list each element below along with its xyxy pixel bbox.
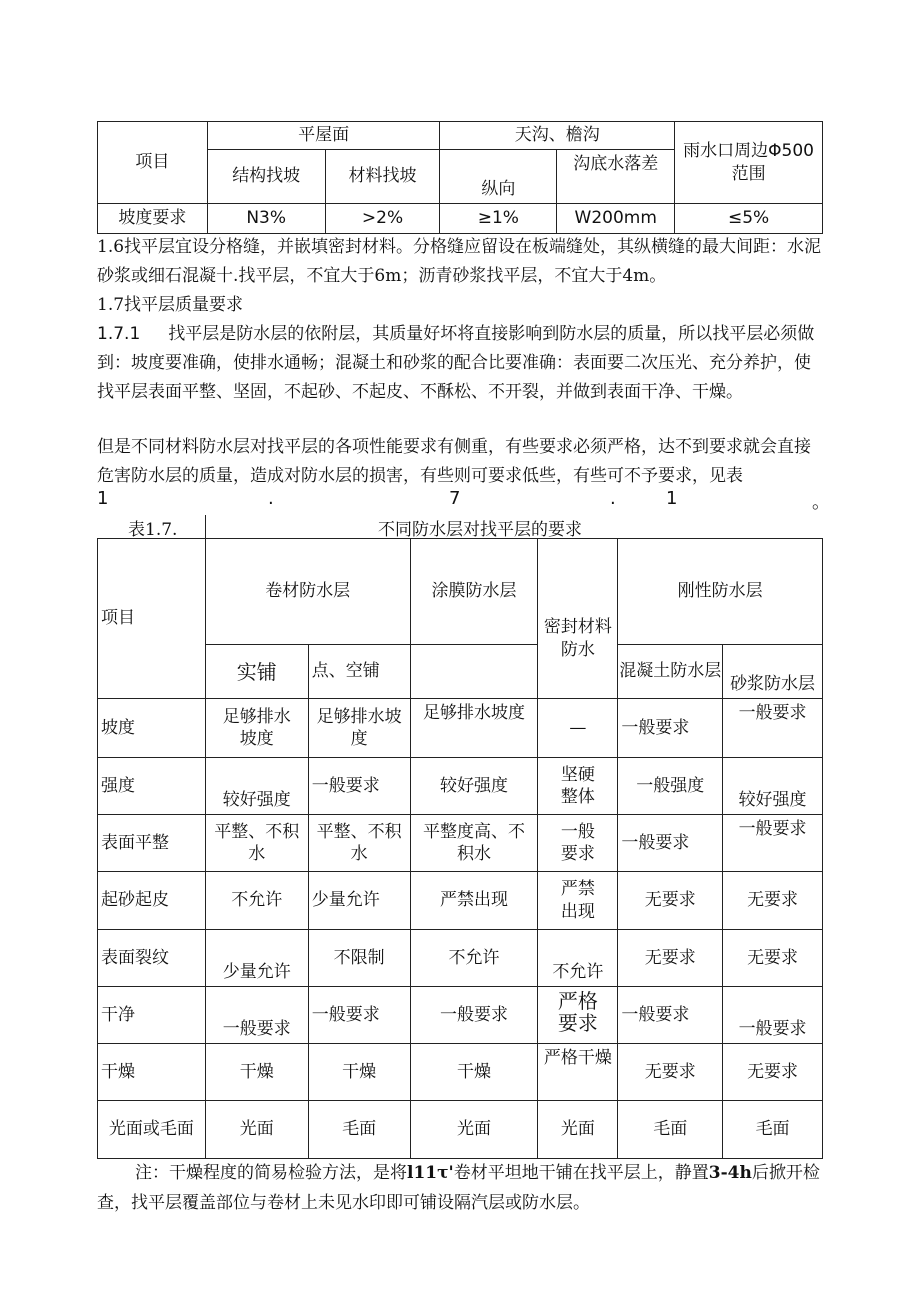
t2-cell: 光面 (410, 1101, 538, 1159)
t2-cell: 光面 (205, 1101, 308, 1159)
t1-drain-header: 雨水口周边Φ500范围 (675, 122, 823, 204)
t2-cell: 不允许 (410, 930, 538, 987)
requirements-table (97, 538, 823, 1159)
paragraph-text: 找平层是防水层的依附层，其质量好坏将直接影响到防水层的质量，所以找平层必须做到：坡度要准确，使排水通畅；混凝土和砂浆的配合比要准确：表面要二次压光、充分养护，使找平层表面平整、坚固，不起砂、不起皮、不酥松、不开裂，并做到表面干净、干燥。 (97, 324, 815, 402)
table-ref-part: 1 (666, 488, 678, 509)
t2-cell: 无要求 (618, 930, 723, 987)
t1-longitudinal: 纵向 (440, 150, 557, 204)
t2-row-label: 表面裂纹 (98, 930, 206, 987)
paragraph-2: 但是不同材料防水层对找平层的各项性能要求有侧重，有些要求必须严格，达不到要求就会直接危害防水层的质量，造成对防水层的损害，有些则可要求低些，有些可不予要求，见表 (97, 437, 811, 486)
t2-cell: 不限制 (308, 930, 410, 987)
t2-sub-mortar: 砂浆防水层 (723, 645, 823, 699)
t2-cell: 较好强度 (410, 758, 538, 815)
heading-1-7: 1.7找平层质量要求 (97, 295, 244, 315)
t2-cell: 足够排水坡度 (205, 699, 308, 758)
t2-cell: 干燥 (410, 1044, 538, 1101)
t2-cell: 不允许 (205, 872, 308, 930)
t2-cell: 一般要求 (618, 987, 723, 1044)
t2-sub-empty (410, 645, 538, 699)
t2-cell: 较好强度 (723, 758, 823, 815)
note-part: 3-4h (708, 1163, 752, 1183)
t1-value: ≤5% (675, 204, 823, 234)
t2-row-label: 干燥 (98, 1044, 206, 1101)
note-part: 卷材平坦地干铺在找平层上，静置 (453, 1163, 709, 1183)
t1-row-label: 坡度要求 (98, 204, 208, 234)
t2-cell: 毛面 (308, 1101, 410, 1159)
note-part: 后掀开检查，找平层覆盖部位与卷材上未见水印即可铺设隔汽层或防水层。 (97, 1163, 820, 1213)
t2-seal-header: 密封材料防水 (538, 539, 618, 699)
t2-cell: 一般要求 (410, 987, 538, 1044)
t2-cell: 较好强度 (205, 758, 308, 815)
t2-cell: 毛面 (618, 1101, 723, 1159)
t2-rigid-header: 刚性防水层 (618, 539, 823, 645)
t2-cell: 无要求 (723, 872, 823, 930)
t1-drop: 沟底水落差 (557, 150, 675, 204)
t2-cell: 坚硬整体 (538, 758, 618, 815)
t2-sub-point: 点、空铺 (308, 645, 410, 699)
t2-row-label: 光面或毛面 (98, 1101, 206, 1159)
table-ref-part: 1 (97, 488, 109, 509)
t2-cell: 无要求 (618, 1044, 723, 1101)
caption-divider (205, 515, 206, 539)
t2-item-header: 项目 (98, 539, 206, 699)
t2-cell: 一般要求 (308, 987, 410, 1044)
t2-cell: 严格要求 (538, 987, 618, 1044)
t2-cell: 光面 (538, 1101, 618, 1159)
t2-cell: 一般要求 (205, 987, 308, 1044)
note-part: 注：干燥程度的简易检验方法，是将 (135, 1163, 407, 1183)
t1-item-header: 项目 (98, 122, 208, 204)
t2-cell: 严禁出现 (538, 872, 618, 930)
t2-cell: 一般要求 (723, 815, 823, 872)
t2-coat-header: 涂膜防水层 (410, 539, 538, 645)
t2-cell: 一般要求 (723, 987, 823, 1044)
t1-value: >2% (325, 204, 440, 234)
t2-cell: 足够排水坡度 (410, 699, 538, 758)
t2-cell: — (538, 699, 618, 758)
table-caption-number: 表1.7. (128, 520, 178, 540)
t2-sub-concrete: 混凝土防水层 (618, 645, 723, 699)
t1-flat-roof-header: 平屋面 (207, 122, 440, 150)
t1-value: W200mm (557, 204, 675, 234)
t1-value: ≥1% (440, 204, 557, 234)
t2-row-label: 表面平整 (98, 815, 206, 872)
t2-roll-header: 卷材防水层 (205, 539, 410, 645)
paragraph-1-7-1 (97, 320, 827, 407)
t2-row-label: 强度 (98, 758, 206, 815)
t2-cell: 严格干燥 (538, 1044, 618, 1101)
t2-cell: 一般要求 (308, 758, 410, 815)
t2-cell: 一般要求 (618, 815, 723, 872)
t2-row-label: 干净 (98, 987, 206, 1044)
table-ref-part: . (610, 488, 616, 509)
t2-cell: 严禁出现 (410, 872, 538, 930)
t2-sub-full: 实铺 (205, 645, 308, 699)
t1-material-slope: 材料找坡 (325, 150, 440, 204)
t2-cell: 无要求 (723, 930, 823, 987)
t2-cell: 平整度高、不积水 (410, 815, 538, 872)
paragraph-number: 1.7.1 (97, 324, 141, 344)
table-caption-title: 不同防水层对找平层的要求 (378, 520, 582, 540)
t2-cell: 一般要求 (538, 815, 618, 872)
t2-cell: 干燥 (205, 1044, 308, 1101)
table-note (97, 1158, 827, 1218)
t1-gutter-header: 天沟、檐沟 (440, 122, 675, 150)
t2-cell: 干燥 (308, 1044, 410, 1101)
slope-requirement-table (97, 121, 823, 234)
table-ref-part: . (268, 488, 274, 509)
t2-cell: 毛面 (723, 1101, 823, 1159)
paragraph-1-6: 1.6找平层宜设分格缝，并嵌填密封材料。分格缝应留设在板端缝处，其纵横缝的最大间距：水泥砂浆或细石混凝十.找平层，不宜大于6m；沥青砂浆找平层，不宜大于4m。 (97, 237, 822, 286)
t2-cell: 无要求 (723, 1044, 823, 1101)
t2-cell: 足够排水坡度 (308, 699, 410, 758)
t2-cell: 平整、不积水 (308, 815, 410, 872)
t2-cell: 平整、不积水 (205, 815, 308, 872)
t2-cell: 少量允许 (205, 930, 308, 987)
t2-cell: 无要求 (618, 872, 723, 930)
t2-cell: 一般强度 (618, 758, 723, 815)
t2-cell: 一般要求 (723, 699, 823, 758)
t2-cell: 一般要求 (618, 699, 723, 758)
t1-struct-slope: 结构找坡 (207, 150, 325, 204)
t2-row-label: 坡度 (98, 699, 206, 758)
t2-cell: 不允许 (538, 930, 618, 987)
note-part: l11τ' (407, 1163, 454, 1183)
t2-row-label: 起砂起皮 (98, 872, 206, 930)
table-ref-part: 7 (449, 488, 461, 509)
t1-value: N3% (207, 204, 325, 234)
t2-cell: 少量允许 (308, 872, 410, 930)
table-ref-part: 。 (812, 492, 830, 513)
